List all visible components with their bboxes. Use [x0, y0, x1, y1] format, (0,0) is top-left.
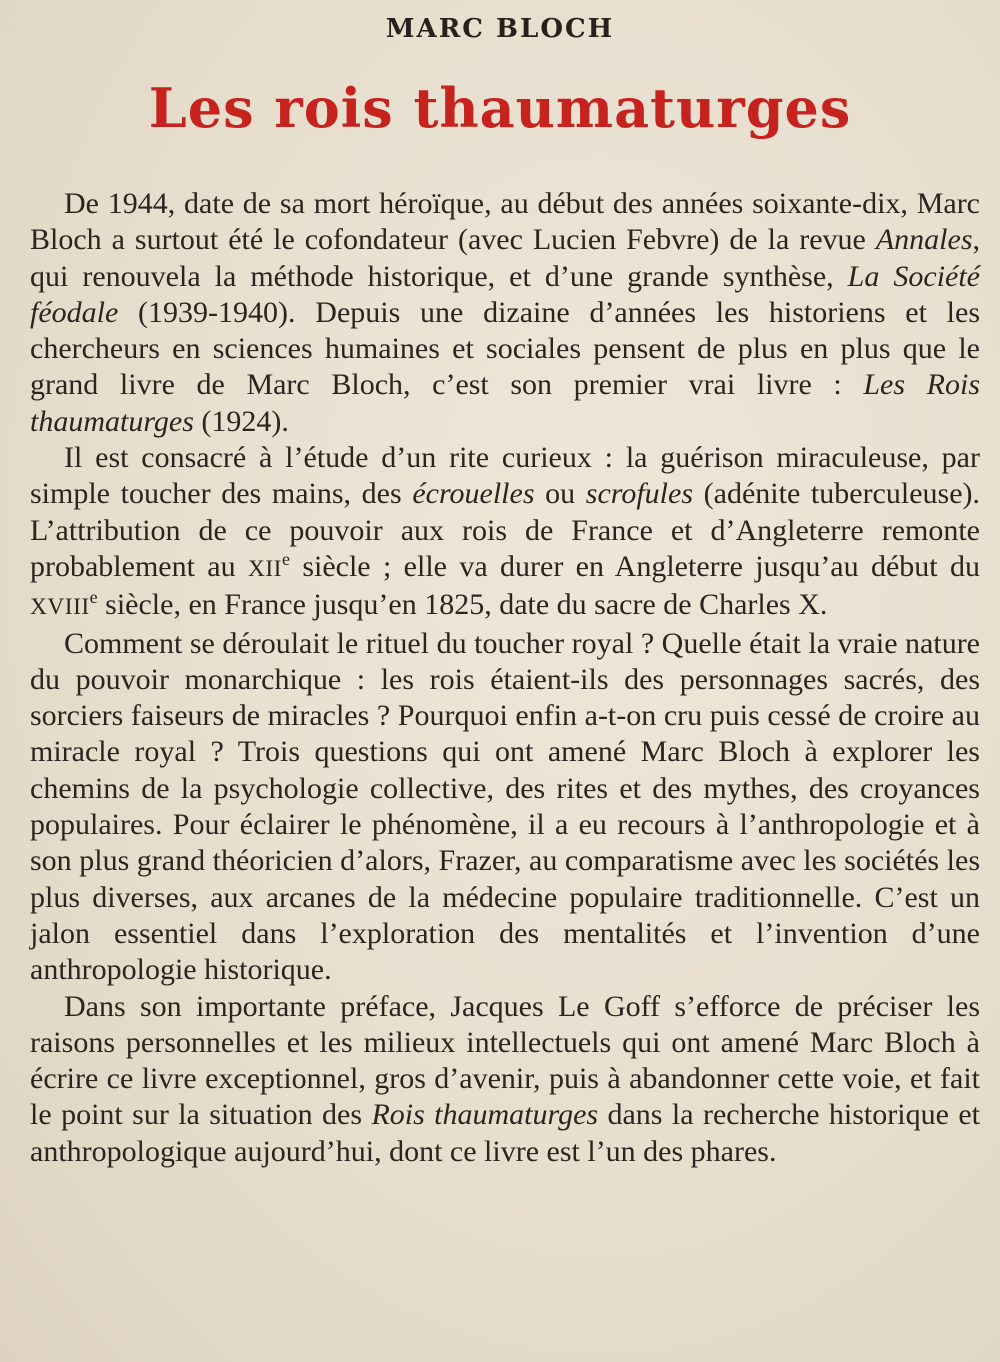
paragraph-2 — [30, 440, 980, 625]
italic-book-title: La Société féodale — [30, 259, 980, 329]
italic-term: écrouelles — [412, 477, 535, 511]
text-run: siècle, en France jusqu’en 1825, date du sacre de Charles X. — [97, 588, 828, 622]
text-run: , qui renouvela la méthode historique, et d’une grande synthèse, — [30, 223, 980, 293]
author-name: MARC BLOCH — [385, 14, 615, 44]
text-run: (1924). — [193, 404, 289, 438]
book-title: Les rois thaumaturges — [148, 76, 852, 140]
text-run: (1939-1940). Depuis une dizaine d’années les historiens et les chercheurs en sciences humaines et sociales pensent de plus en plus que le grand livre de Marc Bloch, c’est son premier vrai livre : — [30, 295, 980, 402]
text-run: (adénite tuberculeuse). L’attribution de ce pouvoir aux rois de France et d’Angleterre remonte probablement au — [30, 477, 981, 583]
text-run: ou — [534, 477, 586, 511]
ordinal-superscript: e — [281, 548, 290, 569]
text-run: siècle ; elle va durer en Angleterre jusqu’au début du — [289, 549, 980, 583]
text-run: dans la recherche historique et anthropologique aujourd’hui, dont ce livre est l’un des phares. — [30, 1098, 980, 1168]
text-run: Dans son importante préface, Jacques Le Goff s’efforce de préciser les raisons personnelles et les milieux intellectuels qui ont amené Marc Bloch à écrire ce livre exceptionnel, gros d’avenir, puis à abandonner cette voie, et fait le point sur la situation des — [30, 989, 980, 1132]
italic-book-title: Rois thaumaturges — [371, 1098, 599, 1132]
century-numeral: XVIII — [30, 594, 90, 621]
paragraph-3: Comment se déroulait le rituel du toucher royal ? Quelle était la vraie nature du pouvoir monarchique : les rois étaient-ils des personnages sacrés, des sorciers faiseurs de miracles ? Pourquoi enfin a-t-on cru puis cessé de croire au miracle royal ? Trois questions qui ont amené Marc Bloch à explorer les chemins de la psychologie collective, des rites et des mythes, des croyances populaires. Pour éclairer le phénomène, il a eu recours à l’anthropologie et à son plus grand théoricien d’alors, Frazer, au comparatisme avec les sociétés les plus diverses, aux arcanes de la médecine populaire traditionnelle. C’est un jalon essentiel dans l’exploration des mentalités et l’invention d’une anthropologie historique. — [30, 626, 980, 987]
text-run: Il est consacré à l’étude d’un rite curieux : la guérison miraculeuse, par simple toucher des mains, des — [30, 441, 980, 511]
paragraph-4 — [30, 989, 980, 1170]
paragraph-1 — [30, 186, 980, 440]
ordinal-superscript: e — [89, 587, 98, 608]
italic-book-title: Les Rois thaumaturges — [30, 368, 981, 438]
century-numeral: XII — [247, 555, 282, 582]
italic-term: scrofules — [585, 477, 694, 511]
text-run: De 1944, date de sa mort héroïque, au début des années soixante-dix, Marc Bloch a surtout été le cofondateur (avec Lucien Febvre) de la revue — [30, 187, 980, 257]
italic-journal-title: Annales — [875, 223, 973, 257]
blurb-text — [30, 186, 980, 1170]
